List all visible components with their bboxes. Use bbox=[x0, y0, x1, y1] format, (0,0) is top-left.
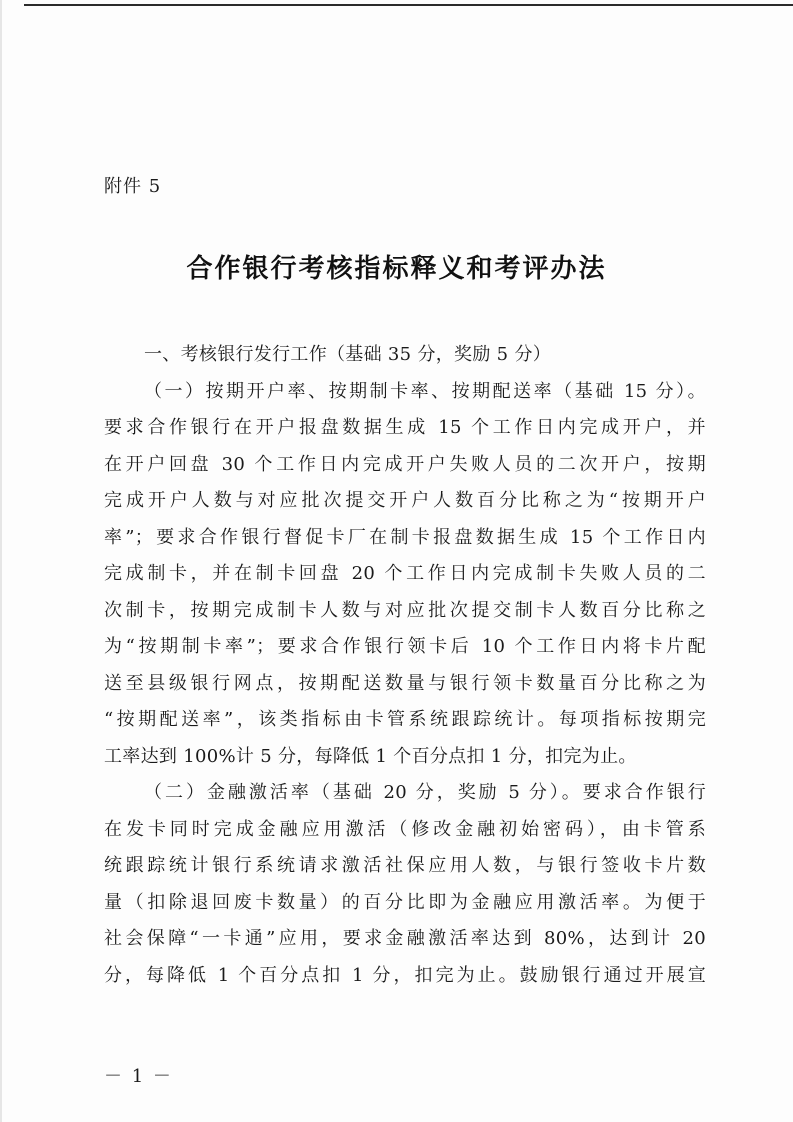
section-heading: 一、考核银行发行工作（基础 35 分，奖励 5 分） bbox=[144, 344, 552, 365]
paragraph-line: 为“按期制卡率”；要求合作银行领卡后 10 个工作日内将卡片配 bbox=[104, 636, 706, 657]
paragraph-line: 统跟踪统计银行系统请求激活社保应用人数，与银行签收卡片数 bbox=[104, 855, 706, 876]
paragraph-line: 在发卡同时完成金融应用激活（修改金融初始密码），由卡管系 bbox=[104, 818, 706, 840]
paragraph-line: 分，每降低 1 个百分点扣 1 分，扣完为止。鼓励银行通过开展宣 bbox=[104, 964, 706, 986]
paragraph-line: 在开户回盘 30 个工作日内完成开户失败人员的二次开户，按期 bbox=[104, 453, 706, 475]
paragraph-line: 完成开户人数与对应批次提交开户人数百分比称之为“按期开户 bbox=[104, 490, 706, 511]
paragraph-line: 率”；要求合作银行督促卡厂在制卡报盘数据生成 15 个工作日内 bbox=[104, 526, 706, 548]
paragraph-line: “按期配送率”，该类指标由卡管系统跟踪统计。每项指标按期完 bbox=[104, 709, 706, 730]
document-body bbox=[104, 337, 706, 994]
paragraph-line: 完成制卡，并在制卡回盘 20 个工作日内完成制卡失败人员的二 bbox=[104, 563, 706, 584]
paragraph-line: 次制卡，按期完成制卡人数与对应批次提交制卡人数百分比称之 bbox=[104, 599, 706, 621]
document-title: 合作银行考核指标释义和考评办法 bbox=[186, 254, 607, 284]
scan-edge bbox=[0, 0, 2, 1122]
scan-border-line bbox=[24, 4, 793, 6]
paragraph-line: 工率达到 100%计 5 分，每降低 1 个百分点扣 1 分，扣完为止。 bbox=[104, 745, 637, 767]
paragraph-line: 量（扣除退回废卡数量）的百分比即为金融应用激活率。为便于 bbox=[104, 891, 706, 913]
paragraph-line: （二）金融激活率（基础 20 分，奖励 5 分）。要求合作银行 bbox=[144, 782, 706, 803]
paragraph-line: 送至县级银行网点，按期配送数量与银行领卡数量百分比称之为 bbox=[104, 672, 706, 694]
paragraph-line: 社会保障“一卡通”应用，要求金融激活率达到 80%，达到计 20 bbox=[104, 928, 706, 949]
paragraph-line: 要求合作银行在开户报盘数据生成 15 个工作日内完成开户，并 bbox=[104, 417, 706, 438]
page-number: － 1 － bbox=[104, 1066, 173, 1087]
paragraph-line: （一）按期开户率、按期制卡率、按期配送率（基础 15 分）。 bbox=[144, 380, 706, 402]
attachment-label: 附件 5 bbox=[104, 176, 162, 197]
